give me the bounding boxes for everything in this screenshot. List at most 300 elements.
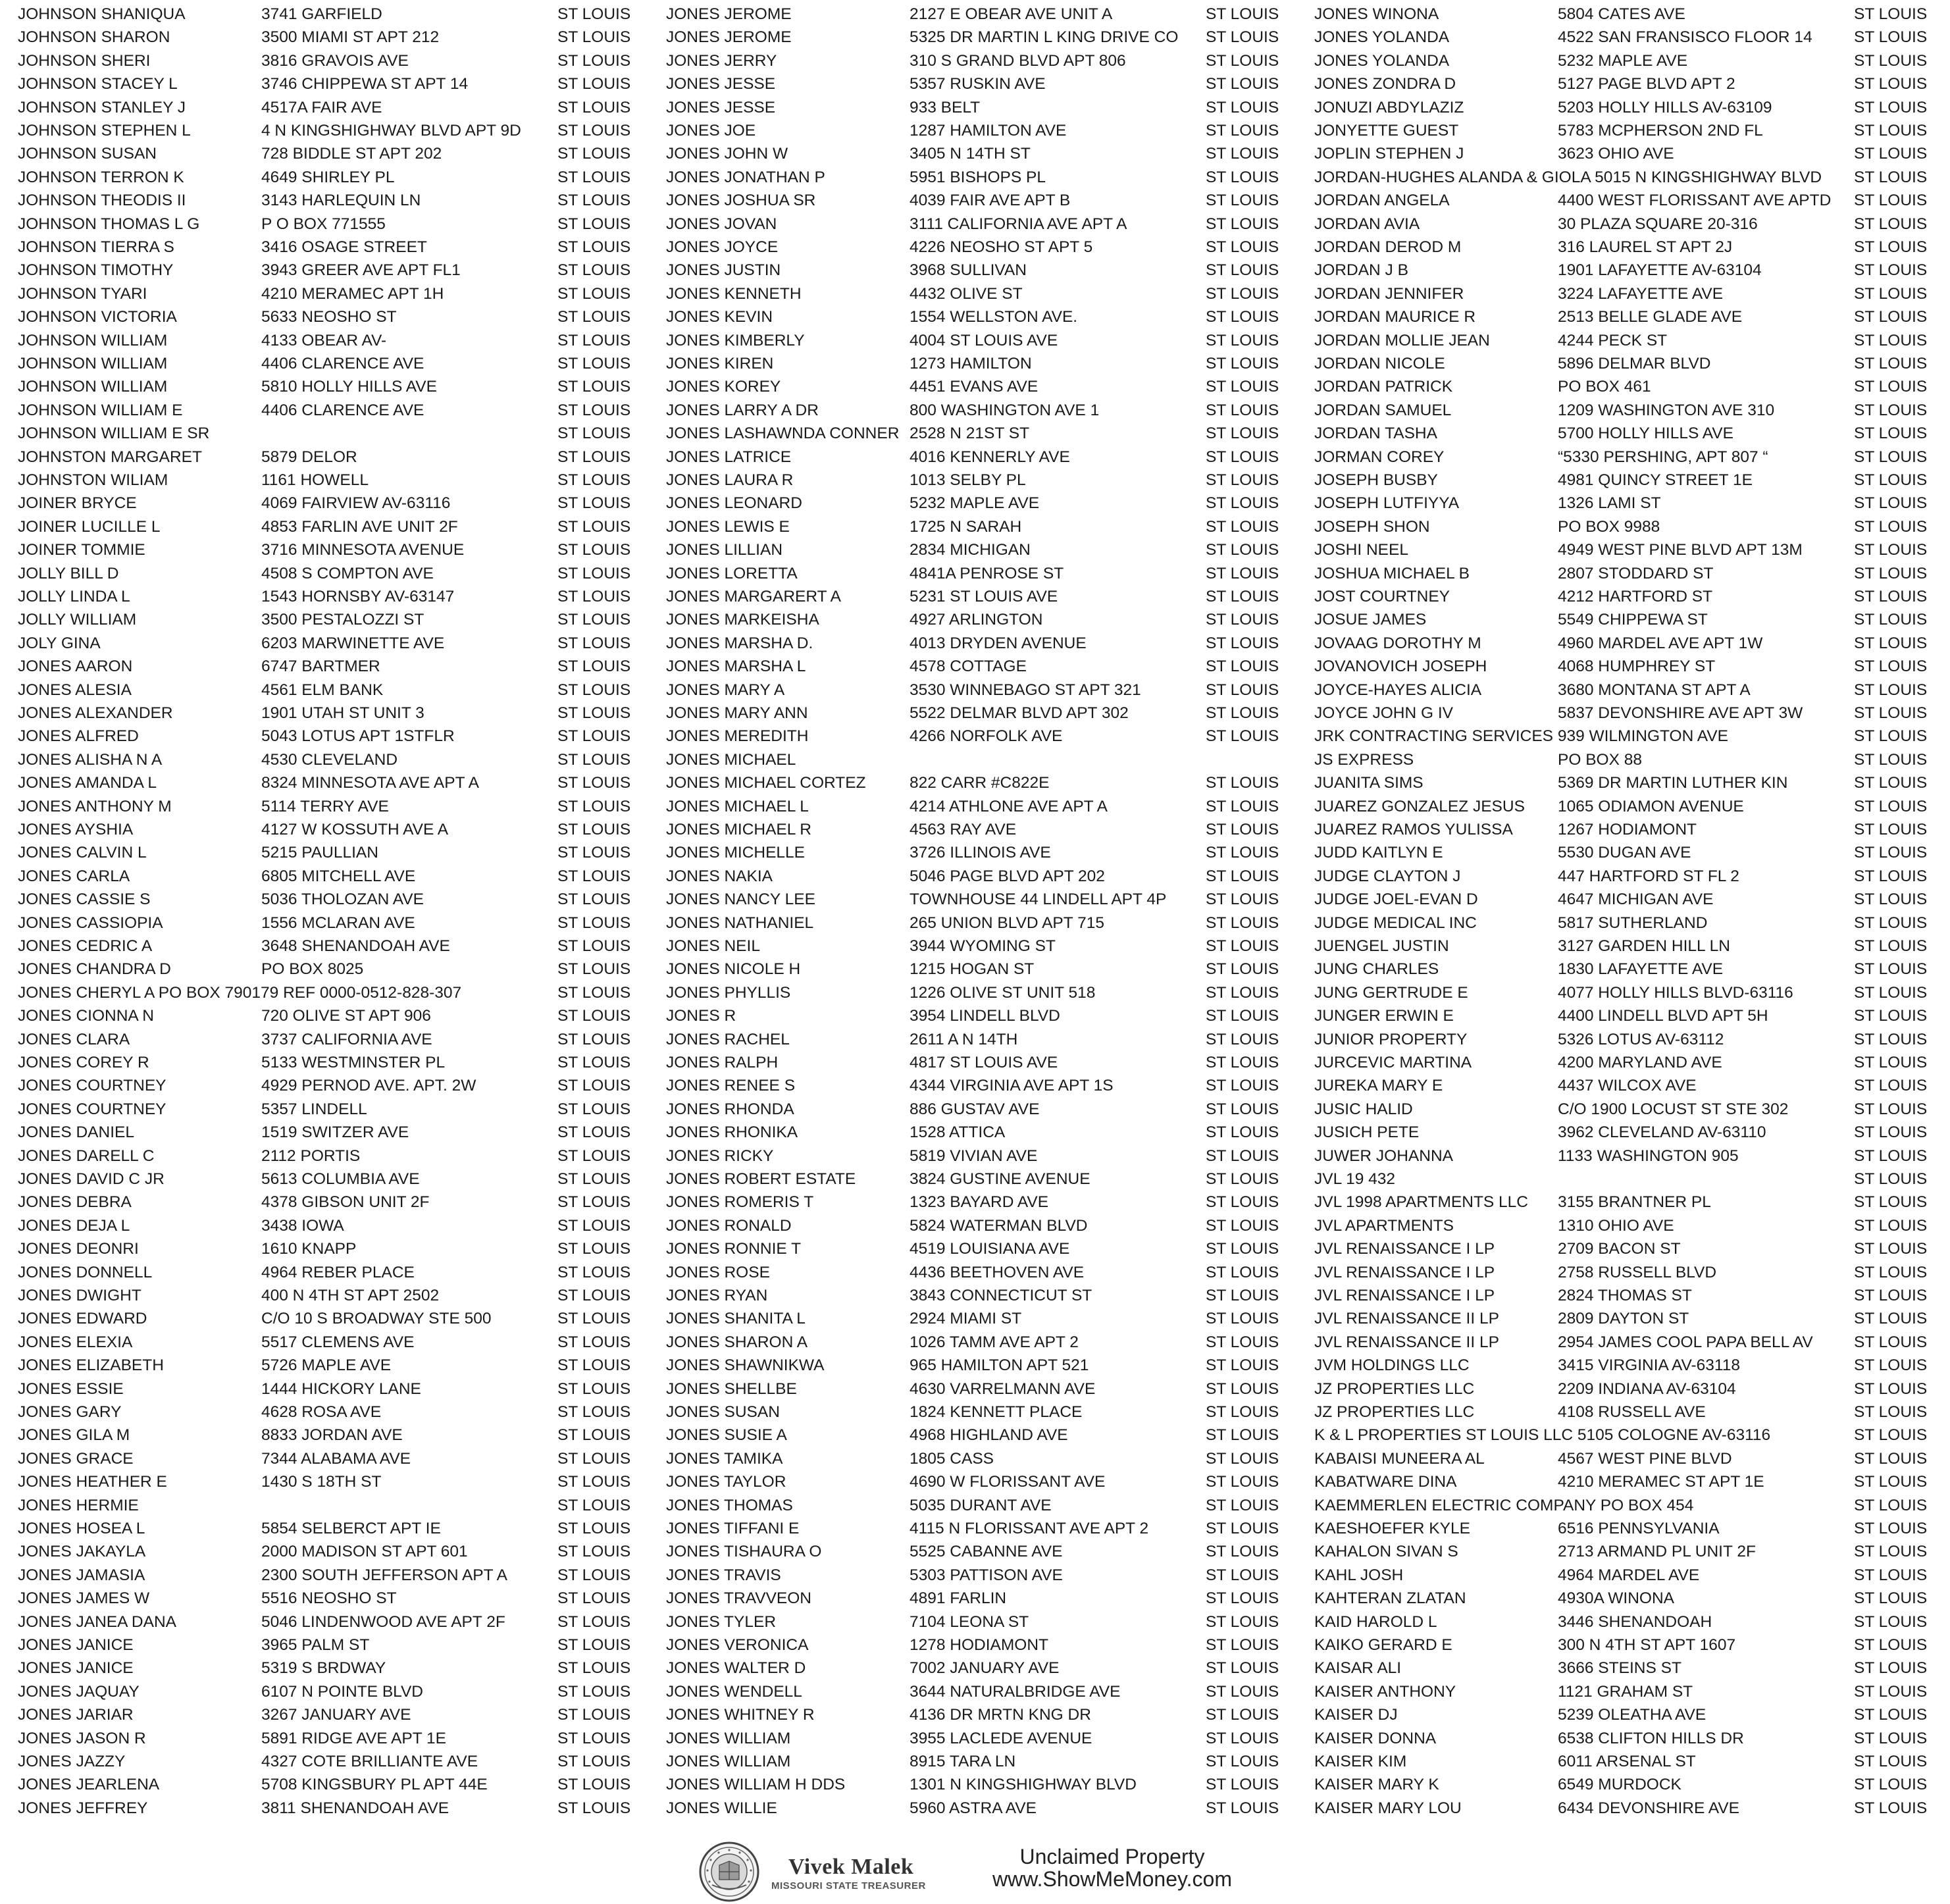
owner-city: ST LOUIS: [1854, 378, 1928, 396]
owner-address: 5633 NEOSHO ST: [261, 308, 397, 326]
owner-city: ST LOUIS: [557, 681, 631, 699]
owner-name: JONES KOREY: [666, 378, 781, 396]
owner-name: JONES KIMBERLY: [666, 331, 805, 349]
owner-address: 1556 MCLARAN AVE: [261, 913, 415, 932]
owner-address: 4530 CLEVELAND: [261, 750, 398, 769]
owner-address: 400 N 4TH ST APT 2502: [261, 1287, 440, 1304]
owner-address: 2824 THOMAS ST: [1558, 1287, 1692, 1304]
owner-address: 4630 VARRELMANN AVE: [910, 1379, 1096, 1398]
owner-city: ST LOUIS: [557, 844, 631, 862]
owner-city: ST LOUIS: [1206, 1776, 1279, 1794]
owner-name: JONES JERRY: [666, 51, 777, 70]
owner-name: JUENGEL JUSTIN: [1314, 937, 1449, 955]
owner-address: 4519 LOUISIANA AVE: [910, 1240, 1070, 1258]
owner-address: 1278 HODIAMONT: [910, 1636, 1049, 1654]
owner-city: ST LOUIS: [1206, 727, 1279, 746]
owner-city: ST LOUIS: [1206, 1403, 1279, 1421]
owner-city: ST LOUIS: [557, 1216, 631, 1235]
owner-city: ST LOUIS: [1206, 122, 1279, 140]
owner-city: ST LOUIS: [557, 1287, 631, 1304]
owner-address: 265 UNION BLVD APT 715: [910, 913, 1104, 932]
owner-address: 4628 ROSA AVE: [261, 1403, 382, 1421]
owner-name: KABATWARE DINA: [1314, 1473, 1457, 1491]
owner-name: K & L PROPERTIES ST LOUIS LLC 5105 COLOGNE AV-63116: [1314, 1426, 1771, 1445]
owner-address: 4964 REBER PLACE: [261, 1263, 415, 1281]
owner-city: ST LOUIS: [557, 774, 631, 792]
owner-address: 4647 MICHIGAN AVE: [1558, 890, 1714, 909]
owner-city: ST LOUIS: [1206, 1123, 1279, 1142]
owner-name: JONES JAQUAY: [18, 1682, 140, 1701]
owner-city: ST LOUIS: [1854, 821, 1928, 838]
owner-address: 4981 QUINCY STREET 1E: [1558, 471, 1753, 489]
owner-name: KAESHOEFER KYLE: [1314, 1520, 1470, 1537]
owner-city: ST LOUIS: [1206, 471, 1279, 489]
owner-address: 7002 JANUARY AVE: [910, 1659, 1060, 1678]
owner-address: 4929 PERNOD AVE. APT. 2W: [261, 1077, 476, 1095]
owner-city: ST LOUIS: [1206, 1100, 1279, 1118]
owner-address: 6549 MURDOCK: [1558, 1776, 1681, 1794]
owner-address: 3648 SHENANDOAH AVE: [261, 937, 450, 955]
owner-name: JONES ANTHONY M: [18, 797, 172, 815]
owner-name: JONES MICHAEL: [666, 750, 796, 769]
owner-city: ST LOUIS: [1206, 308, 1279, 326]
owner-city: ST LOUIS: [557, 1030, 631, 1048]
owner-address: 5232 MAPLE AVE: [910, 494, 1040, 513]
owner-city: ST LOUIS: [1206, 821, 1279, 838]
owner-name: JONES LEWIS E: [666, 517, 790, 536]
owner-city: ST LOUIS: [1206, 1263, 1279, 1281]
owner-address: 3644 NATURALBRIDGE AVE: [910, 1682, 1121, 1701]
owner-city: ST LOUIS: [1206, 1333, 1279, 1351]
owner-address: 4517A FAIR AVE: [261, 98, 382, 116]
owner-city: ST LOUIS: [557, 1263, 631, 1281]
owner-name: JOHNSON VICTORIA: [18, 308, 177, 326]
owner-address: 1610 KNAPP: [261, 1240, 357, 1258]
owner-name: JUWER JOHANNA: [1314, 1146, 1453, 1165]
owner-city: ST LOUIS: [1206, 1729, 1279, 1747]
owner-city: ST LOUIS: [1854, 704, 1928, 722]
owner-address: 4406 CLARENCE AVE: [261, 401, 424, 419]
owner-address: 447 HARTFORD ST FL 2: [1558, 867, 1739, 885]
owner-address: 5824 WATERMAN BLVD: [910, 1216, 1088, 1235]
owner-address: 5522 DELMAR BLVD APT 302: [910, 704, 1129, 722]
owner-address: 1121 GRAHAM ST: [1558, 1682, 1693, 1701]
owner-city: ST LOUIS: [1206, 634, 1279, 652]
owner-name: JOYCE-HAYES ALICIA: [1314, 681, 1482, 699]
owner-name: JONES MARSHA D.: [666, 634, 813, 652]
owner-address: 8324 MINNESOTA AVE APT A: [261, 774, 479, 792]
owner-name: JONES CIONNA N: [18, 1007, 154, 1025]
owner-name: JONES TAMIKA: [666, 1449, 783, 1468]
owner-city: ST LOUIS: [557, 960, 631, 979]
owner-name: JONES RENEE S: [666, 1077, 796, 1095]
owner-city: ST LOUIS: [1206, 611, 1279, 629]
owner-city: ST LOUIS: [1206, 541, 1279, 559]
owner-address: 5114 TERRY AVE: [261, 797, 389, 815]
owner-name: JONES THOMAS: [666, 1496, 793, 1514]
owner-city: ST LOUIS: [1854, 355, 1928, 373]
owner-address: 2127 E OBEAR AVE UNIT A: [910, 5, 1113, 23]
owner-address: 3530 WINNEBAGO ST APT 321: [910, 681, 1141, 699]
owner-city: ST LOUIS: [1206, 960, 1279, 979]
owner-city: ST LOUIS: [1854, 1030, 1928, 1048]
owner-city: ST LOUIS: [557, 1473, 631, 1491]
owner-city: ST LOUIS: [1854, 1799, 1928, 1817]
owner-name: JS EXPRESS: [1314, 750, 1414, 769]
owner-address: 5700 HOLLY HILLS AVE: [1558, 425, 1733, 443]
owner-name: JONES LARRY A DR: [666, 401, 819, 419]
owner-address: 1430 S 18TH ST: [261, 1473, 382, 1491]
owner-address: 3666 STEINS ST: [1558, 1659, 1681, 1678]
owner-address: 8833 JORDAN AVE: [261, 1426, 403, 1445]
owner-address: 6107 N POINTE BLVD: [261, 1682, 424, 1701]
owner-name: JONES JAMASIA: [18, 1566, 145, 1584]
owner-city: ST LOUIS: [1854, 1612, 1928, 1631]
owner-city: ST LOUIS: [1206, 28, 1279, 47]
owner-name: JONES PHYLLIS: [666, 983, 791, 1002]
owner-city: ST LOUIS: [1854, 471, 1928, 489]
owner-city: ST LOUIS: [1206, 1356, 1279, 1375]
owner-name: JOSHI NEEL: [1314, 541, 1408, 559]
owner-address: 965 HAMILTON APT 521: [910, 1356, 1089, 1375]
owner-city: ST LOUIS: [1206, 1379, 1279, 1398]
owner-name: JONES MARY A: [666, 681, 785, 699]
owner-city: ST LOUIS: [1206, 215, 1279, 233]
owner-name: JONES JANICE: [18, 1659, 134, 1678]
owner-city: ST LOUIS: [557, 867, 631, 885]
owner-city: ST LOUIS: [557, 1240, 631, 1258]
owner-name: JONES HEATHER E: [18, 1473, 167, 1491]
owner-address: 1013 SELBY PL: [910, 471, 1026, 489]
owner-city: ST LOUIS: [1854, 611, 1928, 629]
owner-city: ST LOUIS: [1854, 238, 1928, 256]
owner-name: JONES CLARA: [18, 1030, 130, 1048]
owner-address: 4578 COTTAGE: [910, 657, 1027, 676]
owner-name: JONES JOSHUA SR: [666, 192, 816, 210]
owner-city: ST LOUIS: [1854, 122, 1928, 140]
owner-address: 2000 MADISON ST APT 601: [261, 1543, 468, 1561]
owner-city: ST LOUIS: [1206, 1170, 1279, 1188]
owner-name: KAHALON SIVAN S: [1314, 1543, 1458, 1561]
owner-address: 4817 ST LOUIS AVE: [910, 1054, 1058, 1071]
owner-city: ST LOUIS: [1854, 1263, 1928, 1281]
owner-city: ST LOUIS: [557, 401, 631, 419]
owner-address: 5708 KINGSBURY PL APT 44E: [261, 1776, 488, 1794]
owner-city: ST LOUIS: [1206, 588, 1279, 605]
owner-name: JORDAN ANGELA: [1314, 192, 1450, 210]
owner-address: 4432 OLIVE ST: [910, 284, 1023, 303]
owner-city: ST LOUIS: [557, 192, 631, 210]
owner-city: ST LOUIS: [1854, 494, 1928, 513]
owner-city: ST LOUIS: [557, 261, 631, 280]
owner-name: JONES RYAN: [666, 1287, 768, 1304]
owner-name: JONES ALISHA N A: [18, 750, 163, 769]
owner-city: ST LOUIS: [1854, 1333, 1928, 1351]
owner-address: 5804 CATES AVE: [1558, 5, 1685, 23]
owner-city: ST LOUIS: [1854, 425, 1928, 443]
owner-name: JOHNSTON MARGARET: [18, 448, 202, 466]
owner-city: ST LOUIS: [1854, 727, 1928, 746]
owner-address: 3965 PALM ST: [261, 1636, 370, 1654]
owner-name: JZ PROPERTIES LLC: [1314, 1379, 1475, 1398]
owner-city: ST LOUIS: [557, 331, 631, 349]
owner-name: JOHNSON STEPHEN L: [18, 122, 191, 140]
owner-name: JONES SUSIE A: [666, 1426, 787, 1445]
owner-name: JONES NEIL: [666, 937, 760, 955]
owner-name: JOLLY LINDA L: [18, 588, 130, 605]
owner-name: KAEMMERLEN ELECTRIC COMPANY PO BOX 454: [1314, 1496, 1694, 1514]
owner-address: 1310 OHIO AVE: [1558, 1216, 1674, 1235]
owner-city: ST LOUIS: [1206, 797, 1279, 815]
owner-address: 5035 DURANT AVE: [910, 1496, 1052, 1514]
owner-address: 1901 LAFAYETTE AV-63104: [1558, 261, 1762, 280]
owner-name: JONES RONNIE T: [666, 1240, 802, 1258]
owner-name: JONES AYSHIA: [18, 821, 134, 838]
owner-address: 1301 N KINGSHIGHWAY BLVD: [910, 1776, 1137, 1794]
owner-city: ST LOUIS: [557, 517, 631, 536]
owner-city: ST LOUIS: [1206, 75, 1279, 93]
owner-address: 1161 HOWELL: [261, 471, 369, 489]
owner-address: 5357 RUSKIN AVE: [910, 75, 1046, 93]
owner-name: JONES ALEXANDER: [18, 704, 173, 722]
owner-name: JONES SHELLBE: [666, 1379, 797, 1398]
owner-city: ST LOUIS: [1854, 51, 1928, 70]
owner-city: ST LOUIS: [557, 168, 631, 186]
owner-address: 5516 NEOSHO ST: [261, 1589, 397, 1608]
owner-address: 5525 CABANNE AVE: [910, 1543, 1063, 1561]
owner-city: ST LOUIS: [1854, 1496, 1928, 1514]
owner-city: ST LOUIS: [1854, 1776, 1928, 1794]
owner-address: 5133 WESTMINSTER PL: [261, 1054, 446, 1071]
owner-city: ST LOUIS: [1854, 401, 1928, 419]
owner-name: JOVANOVICH JOSEPH: [1314, 657, 1487, 676]
owner-name: JOLLY WILLIAM: [18, 611, 137, 629]
owner-name: JONES WILLIAM: [666, 1753, 791, 1770]
owner-address: 4436 BEETHOVEN AVE: [910, 1263, 1085, 1281]
owner-city: ST LOUIS: [1206, 98, 1279, 116]
owner-city: ST LOUIS: [557, 378, 631, 396]
owner-name: JONES MARY ANN: [666, 704, 808, 722]
owner-address: 5891 RIDGE AVE APT 1E: [261, 1729, 446, 1747]
owner-name: JUDD KAITLYN E: [1314, 844, 1443, 862]
owner-city: ST LOUIS: [557, 215, 631, 233]
owner-city: ST LOUIS: [1206, 1682, 1279, 1701]
notice-url: www.ShowMeMoney.com: [992, 1867, 1232, 1891]
owner-city: ST LOUIS: [1206, 1612, 1279, 1631]
owner-name: KAISER ANTHONY: [1314, 1682, 1456, 1701]
owner-address: 4522 SAN FRANSISCO FLOOR 14: [1558, 28, 1812, 47]
owner-city: ST LOUIS: [1854, 1123, 1928, 1142]
owner-city: ST LOUIS: [1206, 1543, 1279, 1561]
owner-name: JONES ALESIA: [18, 681, 132, 699]
owner-city: ST LOUIS: [1206, 1146, 1279, 1165]
owner-city: ST LOUIS: [557, 1659, 631, 1678]
owner-name: JONES LORETTA: [666, 564, 798, 582]
owner-name: JONES JANICE: [18, 1636, 134, 1654]
owner-address: 7104 LEONA ST: [910, 1612, 1029, 1631]
owner-address: 3127 GARDEN HILL LN: [1558, 937, 1730, 955]
owner-address: 1805 CASS: [910, 1449, 994, 1468]
owner-address: 300 N 4TH ST APT 1607: [1558, 1636, 1736, 1654]
owner-address: 5726 MAPLE AVE: [261, 1356, 392, 1375]
owner-address: 4127 W KOSSUTH AVE A: [261, 821, 449, 838]
owner-address: 3741 GARFIELD: [261, 5, 382, 23]
owner-city: ST LOUIS: [1206, 1636, 1279, 1654]
owner-city: ST LOUIS: [1206, 168, 1279, 186]
owner-name: JONES WILLIAM: [666, 1729, 791, 1747]
owner-address: 3500 PESTALOZZI ST: [261, 611, 424, 629]
owner-name: JUNGER ERWIN E: [1314, 1007, 1454, 1025]
owner-city: ST LOUIS: [1206, 1496, 1279, 1514]
owner-city: ST LOUIS: [1206, 983, 1279, 1002]
owner-name: JONES HOSEA L: [18, 1520, 145, 1537]
owner-name: JONES GARY: [18, 1403, 122, 1421]
owner-name: JONES NATHANIEL: [666, 913, 814, 932]
owner-address: 4133 OBEAR AV-: [261, 331, 387, 349]
owner-name: JONES DEBRA: [18, 1193, 132, 1212]
owner-city: ST LOUIS: [1206, 494, 1279, 513]
owner-city: ST LOUIS: [1854, 192, 1928, 210]
owner-address: 2528 N 21ST ST: [910, 425, 1030, 443]
owner-name: JONES KENNETH: [666, 284, 802, 303]
owner-city: ST LOUIS: [1206, 378, 1279, 396]
owner-city: ST LOUIS: [557, 122, 631, 140]
owner-city: ST LOUIS: [1206, 1473, 1279, 1491]
owner-address: 1901 UTAH ST UNIT 3: [261, 704, 424, 722]
owner-address: 5951 BISHOPS PL: [910, 168, 1046, 186]
owner-name: JORDAN JENNIFER: [1314, 284, 1464, 303]
owner-city: ST LOUIS: [1206, 51, 1279, 70]
owner-name: JOLY GINA: [18, 634, 101, 652]
owner-city: ST LOUIS: [1854, 1636, 1928, 1654]
owner-address: 1326 LAMI ST: [1558, 494, 1661, 513]
owner-city: ST LOUIS: [1206, 844, 1279, 862]
owner-name: JONES DEONRI: [18, 1240, 139, 1258]
owner-address: 5127 PAGE BLVD APT 2: [1558, 75, 1735, 93]
owner-city: ST LOUIS: [1854, 168, 1928, 186]
owner-address: 3943 GREER AVE APT FL1: [261, 261, 461, 280]
owner-address: 2834 MICHIGAN: [910, 541, 1031, 559]
owner-name: JONES MARGARERT A: [666, 588, 841, 605]
owner-name: JONES YOLANDA: [1314, 51, 1450, 70]
owner-name: JORDAN J B: [1314, 261, 1408, 280]
owner-address: 3438 IOWA: [261, 1216, 344, 1235]
owner-name: JONES EDWARD: [18, 1310, 147, 1328]
owner-address: 800 WASHINGTON AVE 1: [910, 401, 1100, 419]
owner-name: JUNG GERTRUDE E: [1314, 983, 1468, 1002]
owner-city: ST LOUIS: [1854, 145, 1928, 163]
owner-name: JONES DEJA L: [18, 1216, 130, 1235]
owner-city: ST LOUIS: [557, 1426, 631, 1445]
owner-name: KAISER KIM: [1314, 1753, 1407, 1770]
owner-address: 4069 FAIRVIEW AV-63116: [261, 494, 451, 513]
owner-name: JONES MARKEISHA: [666, 611, 819, 629]
owner-address: 3737 CALIFORNIA AVE: [261, 1030, 432, 1048]
owner-address: 3811 SHENANDOAH AVE: [261, 1799, 449, 1817]
owner-name: JOHNSON WILLIAM: [18, 378, 168, 396]
owner-name: KAISER MARY K: [1314, 1776, 1439, 1794]
owner-address: 3446 SHENANDOAH: [1558, 1612, 1712, 1631]
unclaimed-property-notice: [981, 1845, 1244, 1890]
owner-name: JONES CHANDRA D: [18, 960, 171, 979]
owner-city: ST LOUIS: [1854, 1146, 1928, 1165]
owner-name: JONES TYLER: [666, 1612, 777, 1631]
owner-name: JONES CASSIOPIA: [18, 913, 163, 932]
notice-title: Unclaimed Property: [1019, 1845, 1205, 1868]
owner-name: JONES MARSHA L: [666, 657, 806, 676]
owner-address: 5239 OLEATHA AVE: [1558, 1706, 1706, 1724]
owner-address: 3816 GRAVOIS AVE: [261, 51, 409, 70]
owner-address: 6434 DEVONSHIRE AVE: [1558, 1799, 1739, 1817]
owner-name: JOINER BRYCE: [18, 494, 137, 513]
owner-city: ST LOUIS: [557, 425, 631, 443]
owner-name: JOHNSON SHANIQUA: [18, 5, 186, 23]
owner-address: 7344 ALABAMA AVE: [261, 1449, 411, 1468]
owner-city: ST LOUIS: [1854, 890, 1928, 909]
owner-name: JONES SHARON A: [666, 1333, 808, 1351]
owner-name: JORDAN SAMUEL: [1314, 401, 1452, 419]
owner-city: ST LOUIS: [557, 750, 631, 769]
owner-city: ST LOUIS: [1854, 1426, 1928, 1445]
owner-name: JONES LASHAWNDA CONNER: [666, 425, 900, 443]
owner-address: 4690 W FLORISSANT AVE: [910, 1473, 1106, 1491]
owner-address: 6203 MARWINETTE AVE: [261, 634, 445, 652]
owner-address: 4649 SHIRLEY PL: [261, 168, 395, 186]
owner-name: JONES CEDRIC A: [18, 937, 153, 955]
owner-name: JOINER TOMMIE: [18, 541, 145, 559]
owner-address: 4013 DRYDEN AVENUE: [910, 634, 1087, 652]
owner-name: JOSUE JAMES: [1314, 611, 1427, 629]
owner-city: ST LOUIS: [557, 1776, 631, 1794]
owner-name: JONES COURTNEY: [18, 1077, 167, 1095]
owner-name: JONES WENDELL: [666, 1682, 802, 1701]
owner-city: ST LOUIS: [1854, 75, 1928, 93]
owner-address: 4561 ELM BANK: [261, 681, 384, 699]
owner-city: ST LOUIS: [1206, 681, 1279, 699]
owner-city: ST LOUIS: [1206, 1426, 1279, 1445]
owner-name: JOHNSON TIMOTHY: [18, 261, 174, 280]
owner-address: 3962 CLEVELAND AV-63110: [1558, 1123, 1766, 1142]
owner-city: ST LOUIS: [1206, 1007, 1279, 1025]
owner-city: ST LOUIS: [557, 913, 631, 932]
owner-address: 886 GUSTAV AVE: [910, 1100, 1040, 1118]
owner-address: C/O 10 S BROADWAY STE 500: [261, 1310, 492, 1328]
owner-name: JOHNSON TYARI: [18, 284, 147, 303]
owner-city: ST LOUIS: [557, 634, 631, 652]
owner-city: ST LOUIS: [557, 1123, 631, 1142]
owner-city: ST LOUIS: [1206, 355, 1279, 373]
owner-name: JORDAN MOLLIE JEAN: [1314, 331, 1490, 349]
owner-city: ST LOUIS: [1206, 1589, 1279, 1608]
owner-name: JONYETTE GUEST: [1314, 122, 1459, 140]
owner-city: ST LOUIS: [1854, 1589, 1928, 1608]
owner-address: 1830 LAFAYETTE AVE: [1558, 960, 1724, 979]
owner-address: 2809 DAYTON ST: [1558, 1310, 1689, 1328]
owner-city: ST LOUIS: [1854, 1403, 1928, 1421]
owner-name: JONES WALTER D: [666, 1659, 806, 1678]
owner-name: JONES GILA M: [18, 1426, 130, 1445]
owner-name: JONES SUSAN: [666, 1403, 780, 1421]
owner-address: 1267 HODIAMONT: [1558, 821, 1697, 838]
owner-address: 4400 WEST FLORISSANT AVE APTD: [1558, 192, 1832, 210]
owner-city: ST LOUIS: [557, 1799, 631, 1817]
owner-name: JONES WHITNEY R: [666, 1706, 815, 1724]
owner-address: “5330 PERSHING, APT 807 “: [1558, 448, 1768, 466]
owner-address: 6011 ARSENAL ST: [1558, 1753, 1696, 1770]
owner-name: JOST COURTNEY: [1314, 588, 1450, 605]
owner-name: JOHNSON WILLIAM E SR: [18, 425, 210, 443]
owner-city: ST LOUIS: [557, 1403, 631, 1421]
